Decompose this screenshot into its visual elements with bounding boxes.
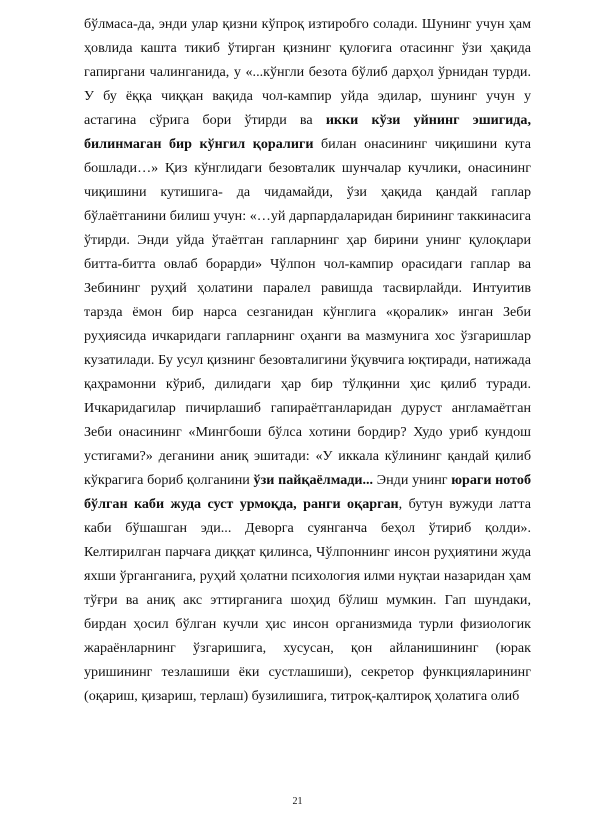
document-body [84,12,531,708]
paragraph [84,12,531,708]
bold-quote: юраги нотоб бўлган каби жуда суст урмоқда, ранги оқарган [84,472,531,512]
page-number: 21 [292,796,303,807]
body-text: бўлмаса-да, энди улар қизни кўпроқ изтиробго солади. Шунинг учун ҳам ҳовлида кашта тикиб ўтирган қизнинг қулоғига отасиннг ўзи ҳақида гапиргани чалинганида, у «...кўнгли безота бўлиб дарҳол ўрнидан турди. У бу ёққа чиққан вақида чол-кампир уйда эдилар, шунинг учун у астагина сўрига бори ўтирди ва [84,16,531,128]
bold-quote: ўзи пайқаёлмади... [253,472,374,488]
body-text: , бутун вужуди латта каби бўшашган эди... Деворга суянганча беҳол ўтириб қолди». Келтирилган парчаға диққат қилинса, Чўлпоннинг инсон руҳиятини жуда яхши ўрганганига, руҳий ҳолатни психология илми нуқтаи назаридан ҳам тўғри ва аниқ акс эттирганига шоҳид бўлиш мумкин. Гап шундаки, бирдан ҳосил бўлган кучли ҳис инсон организмида турли физиологик жараёнларнинг ўзгаришига, хусусан, қон айланишининг (юрак уришининг тезлашиши ёки сустлашиши), секретор функцияларининг (оқариш, қизариш, терлаш) бузилишига, титроқ-қалтироқ ҳолатига олиб [84,496,531,704]
body-text: билан онасининг чиқишини кута бошлади…» Қиз кўнглидаги безовталик шунчалар кучлики, онасининг чиқишини кутишига- да чидамайди, ўзи ҳақида қандай гаплар бўлаётганини билиш учун: «…уй дарпардаларидан бирининг таккинасига ўтирди. Энди уйда ўтаётган гапларнинг ҳар бирини унинг қулоқлари битта-битта овлаб борарди» Чўлпон чол-кампир орасидаги гаплар ва Зебининг руҳий ҳолатини паралел равишда тасвирлайди. Интуитив тарзда ёмон бир нарса сезганидан кўнглига «қоралик» инган Зеби руҳиясида ичкаридаги гапларнинг оҳанги ва мазмунига хос ўзгаришлар кузатилади. Бу усул қизнинг безовталигини ўқувчига юқтиради, натижада қаҳрамонни кўриб, дилидаги ҳар бир тўлқинни ҳис қилиб туради. Ичкаридагилар пичирлашиб гапираётганларидан дуруст англамаётган Зеби онасининг «Мингбоши бўлса хотини бордир? Худо уриб кундош устигами?» деганини аниқ эшитади: «У иккала кўлининг қандай қилиб кўкрагига бориб қолганини [84,136,531,488]
bold-quote: икки кўзи уйнинг эшигида, билинмаган бир кўнгил қоралиги [84,112,531,152]
body-text: Энди унинг [373,472,452,488]
